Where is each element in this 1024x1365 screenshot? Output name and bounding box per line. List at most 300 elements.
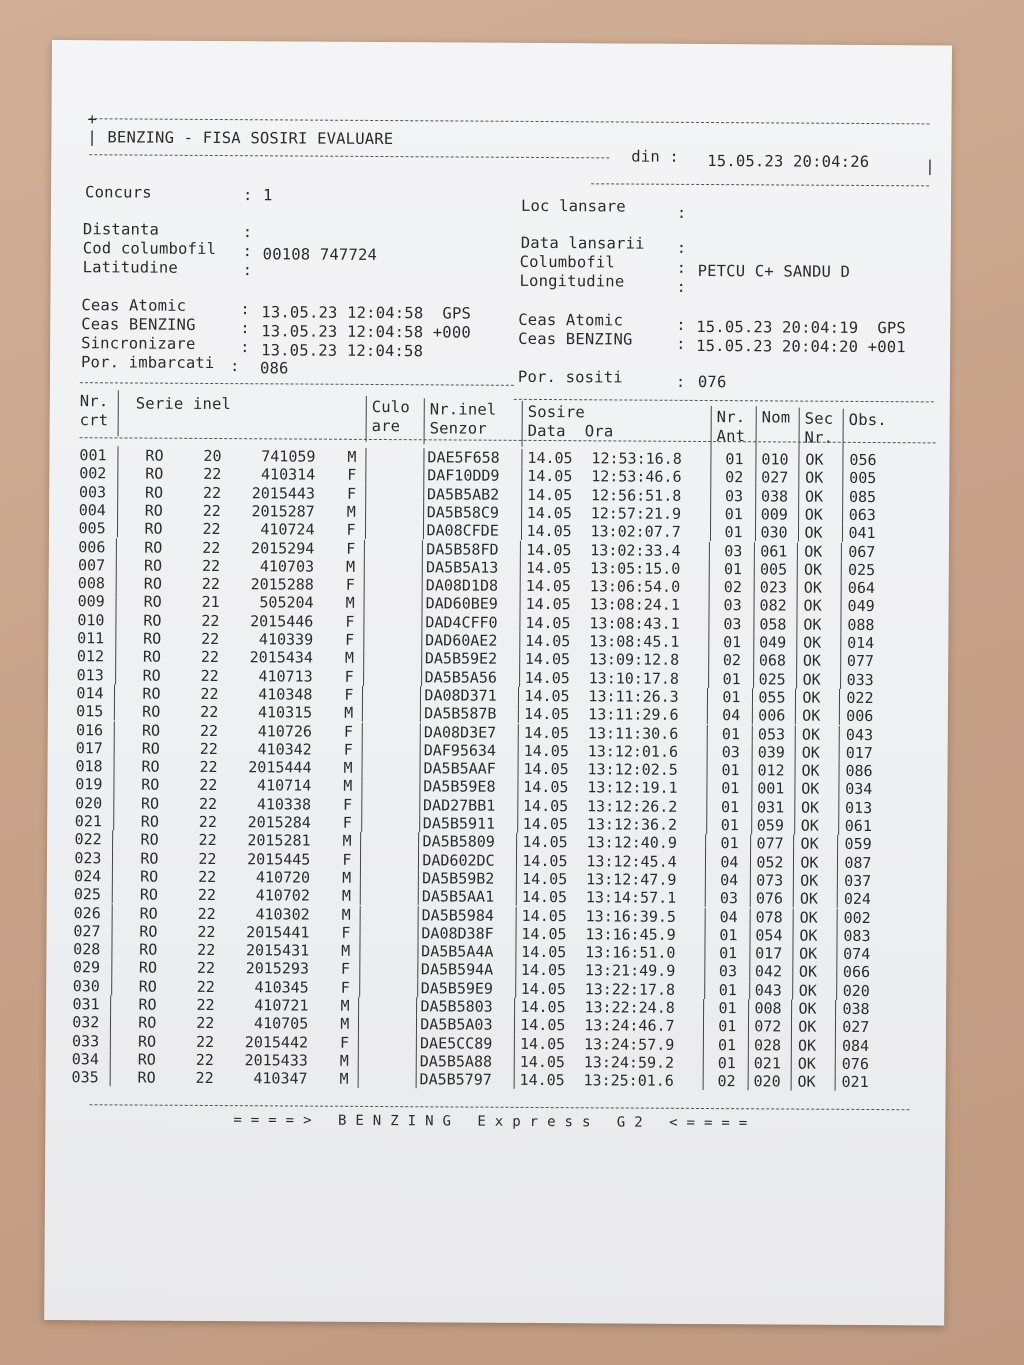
value-por-sositi: 076 (697, 372, 727, 392)
row-country: RO (144, 538, 163, 557)
row-divider (752, 725, 753, 743)
row-sensor-ring: DA5B5A13 (425, 558, 499, 577)
row-divider (708, 670, 709, 688)
row-divider (422, 521, 423, 539)
row-divider (750, 853, 751, 871)
row-divider (703, 1072, 704, 1090)
row-divider (749, 981, 750, 999)
row-arrival-date: 14.05 (525, 576, 572, 596)
row-nom: 038 (760, 486, 789, 506)
col-divider-5 (710, 406, 711, 452)
row-arrival-time: 13:21:49.9 (584, 961, 676, 981)
row-obs: 049 (847, 597, 875, 616)
row-obs: 087 (844, 853, 872, 872)
row-divider (834, 1073, 835, 1091)
row-nom: 020 (753, 1072, 781, 1091)
row-year: 22 (195, 1032, 215, 1051)
row-divider (792, 981, 793, 999)
row-sex: F (346, 539, 356, 558)
din-value: 15.05.23 20:04:26 (707, 152, 870, 171)
row-nom: 005 (759, 560, 788, 579)
row-arrival-time: 13:08:24.1 (589, 595, 680, 615)
row-sec: OK (804, 542, 823, 561)
row-year: 22 (196, 959, 216, 978)
row-ring-number: 410339 (258, 630, 314, 649)
footer-banner: ====> BENZING Express G2 <==== (233, 1112, 757, 1132)
row-divider (705, 889, 706, 907)
row-obs: 013 (844, 798, 873, 817)
row-nom: 008 (754, 999, 782, 1018)
col-culoare-line2: are (371, 416, 401, 436)
row-divider (753, 615, 754, 633)
value-ceas-benzing-right: 15.05.23 20:04:20 +001 (696, 336, 906, 357)
row-divider (359, 924, 360, 942)
row-divider (704, 944, 705, 962)
sep-longitudine: : (676, 277, 687, 296)
row-divider (419, 796, 420, 814)
row-ring-number: 2015293 (245, 959, 310, 978)
row-divider (793, 908, 794, 926)
row-divider (364, 558, 365, 576)
label-columbofil: Columbofil (519, 252, 616, 272)
row-year: 22 (198, 831, 217, 850)
row-divider (835, 1000, 836, 1018)
row-divider (421, 631, 422, 649)
row-divider (521, 449, 522, 467)
row-antenna: 01 (718, 1017, 737, 1036)
row-divider (111, 959, 112, 977)
row-obs: 043 (845, 725, 874, 744)
row-divider (710, 505, 711, 523)
row-ring-number: 410714 (257, 776, 312, 795)
row-arrival-time: 13:09:12.8 (588, 650, 680, 670)
row-obs: 064 (847, 578, 875, 598)
row-obs: 024 (843, 890, 872, 909)
row-country: RO (138, 1013, 157, 1032)
row-nr: 023 (74, 848, 102, 867)
row-divider (796, 670, 797, 688)
col-sec-nr-line1: Sec (804, 409, 834, 428)
row-sensor-ring: DA5B5AAF (423, 759, 496, 778)
row-divider (113, 812, 114, 830)
row-sec: OK (797, 1072, 816, 1091)
row-year: 22 (202, 520, 221, 539)
col-divider-3 (424, 398, 425, 444)
sep-ceas-atomic-left: : (240, 300, 250, 319)
row-country: RO (142, 684, 161, 703)
row-divider (519, 668, 520, 686)
row-nr: 030 (72, 976, 100, 995)
row-sex: M (342, 868, 352, 887)
row-sec: OK (798, 981, 817, 1000)
row-divider (362, 704, 363, 722)
row-divider (360, 869, 361, 887)
label-por-sositi: Por. sositi (517, 367, 623, 387)
row-nr: 013 (76, 665, 104, 684)
row-divider (117, 446, 118, 464)
row-divider (364, 521, 365, 539)
row-divider (749, 926, 750, 944)
row-arrival-time: 13:12:26.2 (586, 796, 678, 816)
row-antenna: 04 (722, 706, 741, 725)
row-obs: 005 (849, 469, 877, 488)
row-divider (755, 469, 756, 487)
row-ring-number: 2015294 (251, 538, 315, 558)
row-divider (416, 1052, 417, 1070)
row-antenna: 02 (723, 578, 742, 597)
row-divider (517, 778, 518, 796)
row-antenna: 03 (719, 889, 738, 908)
row-divider (703, 1017, 704, 1035)
row-divider (837, 853, 838, 871)
row-divider (748, 1018, 749, 1036)
row-sex: F (346, 520, 356, 540)
row-sec: OK (805, 450, 824, 469)
row-antenna: 02 (725, 468, 744, 487)
sep-latitudine: : (242, 261, 253, 280)
row-divider (706, 816, 707, 834)
row-divider (705, 853, 706, 871)
row-divider (361, 796, 362, 814)
row-divider (842, 506, 843, 524)
row-ring-number: 2015433 (244, 1051, 308, 1070)
row-arrival-time: 13:05:15.0 (589, 559, 681, 578)
sep-ceas-atomic-right: : (676, 315, 686, 334)
row-sex: M (342, 832, 352, 851)
row-arrival-date: 14.05 (525, 558, 572, 577)
row-divider (752, 688, 753, 706)
row-divider (797, 524, 798, 542)
row-divider (755, 505, 756, 523)
row-divider (835, 1036, 836, 1054)
row-sec: OK (803, 596, 822, 616)
row-arrival-date: 14.05 (519, 1052, 566, 1072)
row-sensor-ring: DAD4CFF0 (425, 612, 498, 632)
row-arrival-date: 14.05 (519, 1034, 566, 1053)
row-country: RO (141, 757, 160, 776)
row-obs: 022 (846, 688, 874, 707)
row-country: RO (144, 519, 163, 538)
row-sensor-ring: DA5B5803 (420, 997, 493, 1016)
row-arrival-date: 14.05 (527, 448, 573, 468)
sep-ceas-benzing-left: : (240, 319, 250, 338)
row-divider (114, 684, 115, 702)
row-obs: 041 (848, 524, 876, 543)
row-divider (362, 741, 363, 759)
row-sec: OK (803, 560, 823, 579)
row-divider (420, 686, 421, 704)
row-sec: OK (800, 834, 819, 853)
row-year: 20 (203, 446, 222, 466)
row-divider (792, 926, 793, 944)
row-arrival-time: 13:12:47.9 (586, 870, 677, 889)
row-divider (517, 833, 518, 851)
row-obs: 006 (846, 707, 874, 726)
row-nr: 016 (75, 720, 104, 739)
row-divider (514, 1034, 515, 1052)
row-nom: 076 (755, 889, 784, 908)
row-divider (836, 981, 837, 999)
row-divider (705, 908, 706, 926)
row-nr: 004 (78, 501, 106, 520)
row-country: RO (140, 849, 159, 868)
row-sex: F (347, 466, 357, 485)
row-ring-number: 2015287 (251, 502, 315, 521)
row-obs: 066 (842, 963, 871, 982)
row-obs: 067 (848, 542, 876, 561)
row-divider (423, 467, 424, 485)
row-divider (707, 688, 708, 706)
row-antenna: 01 (725, 450, 744, 469)
row-sensor-ring: DA5B5AB2 (426, 484, 500, 504)
row-divider (751, 761, 752, 779)
row-arrival-date: 14.05 (526, 540, 572, 559)
row-divider (797, 597, 798, 615)
row-sec: OK (805, 468, 824, 488)
row-country: RO (137, 1050, 156, 1069)
row-divider (416, 997, 417, 1015)
row-sex: M (347, 447, 357, 466)
row-divider (835, 1018, 836, 1036)
row-divider (113, 794, 114, 812)
value-cod-columbofil: 00108 747724 (262, 245, 378, 264)
row-divider (364, 576, 365, 594)
row-divider (707, 725, 708, 743)
row-divider (796, 615, 797, 633)
row-arrival-date: 14.05 (524, 650, 571, 669)
row-divider (112, 849, 113, 867)
row-divider (751, 780, 752, 798)
row-nom: 042 (754, 962, 783, 981)
row-divider (793, 853, 794, 871)
row-nr: 034 (71, 1050, 99, 1069)
row-sensor-ring: DA5B5809 (422, 832, 495, 852)
row-divider (359, 942, 360, 960)
row-divider (423, 448, 424, 466)
row-divider (841, 542, 842, 560)
sep-sincronizare: : (240, 338, 250, 357)
row-nr: 029 (72, 958, 101, 977)
row-divider (837, 890, 838, 908)
row-arrival-time: 13:11:30.6 (587, 723, 679, 743)
row-year: 22 (199, 739, 218, 758)
row-nom: 078 (755, 907, 783, 926)
row-divider (360, 850, 361, 868)
row-obs: 033 (846, 670, 874, 689)
row-ring-number: 410338 (256, 794, 312, 814)
din-label: din : (631, 147, 680, 166)
row-obs: 063 (848, 505, 876, 524)
row-country: RO (142, 666, 161, 685)
row-divider (791, 1018, 792, 1036)
row-sensor-ring: DA5B5984 (421, 905, 494, 925)
row-divider (840, 670, 841, 688)
row-divider (117, 501, 118, 519)
header-mid-rule (89, 154, 609, 158)
row-sex: M (339, 1051, 349, 1070)
row-divider (359, 979, 360, 997)
row-divider (423, 503, 424, 521)
row-divider (517, 760, 518, 778)
row-divider (516, 851, 517, 869)
row-divider (363, 631, 364, 649)
row-arrival-date: 14.05 (522, 796, 569, 815)
row-arrival-date: 14.05 (523, 759, 569, 779)
row-sensor-ring: DAE5F658 (427, 448, 500, 467)
row-nr: 020 (75, 793, 103, 813)
row-obs: 056 (849, 450, 877, 470)
row-ring-number: 2015434 (249, 648, 313, 667)
row-sensor-ring: DA5B5911 (422, 814, 496, 833)
row-antenna: 01 (724, 505, 743, 524)
row-sec: OK (799, 908, 818, 927)
row-divider (363, 668, 364, 686)
row-arrival-date: 14.05 (521, 924, 567, 943)
row-divider (792, 945, 793, 963)
row-sex: M (344, 649, 354, 668)
row-divider (710, 450, 711, 468)
row-divider (840, 652, 841, 670)
row-antenna: 01 (723, 559, 743, 579)
row-sex: F (342, 795, 353, 814)
row-year: 22 (195, 1050, 214, 1069)
row-divider (753, 670, 754, 688)
row-ring-number: 410703 (259, 557, 315, 576)
col-obs: Obs. (848, 410, 887, 430)
row-nr: 001 (79, 446, 107, 465)
row-arrival-time: 13:08:43.1 (589, 613, 680, 633)
row-country: RO (138, 995, 157, 1014)
row-divider (706, 834, 707, 852)
row-divider (521, 485, 522, 503)
row-divider (520, 540, 521, 558)
row-country: RO (141, 721, 161, 740)
row-divider (116, 556, 117, 574)
row-antenna: 03 (721, 742, 740, 762)
row-divider (705, 871, 706, 889)
row-sex: M (341, 905, 351, 924)
row-divider (748, 1036, 749, 1054)
row-sex: M (340, 996, 350, 1015)
table-top-rule-right (514, 399, 934, 403)
row-year: 22 (197, 922, 216, 941)
row-sensor-ring: DA5B587B (424, 704, 497, 723)
row-divider (416, 1034, 417, 1052)
row-divider (422, 595, 423, 613)
row-sex: F (341, 923, 351, 942)
row-ring-number: 410314 (260, 465, 316, 484)
row-country: RO (140, 830, 159, 849)
row-sec: OK (797, 1036, 817, 1055)
row-divider (798, 451, 799, 469)
row-nr: 026 (73, 903, 101, 922)
row-nr: 035 (71, 1068, 99, 1087)
row-divider (421, 668, 422, 686)
row-divider (521, 504, 522, 522)
row-divider (417, 979, 418, 997)
table-top-rule-left (80, 382, 514, 386)
row-sec: OK (798, 962, 818, 982)
row-arrival-time: 13:14:57.1 (585, 888, 677, 908)
row-year: 22 (202, 538, 221, 557)
row-obs: 086 (845, 761, 873, 781)
row-nom: 017 (755, 944, 783, 963)
row-arrival-time: 13:24:57.9 (583, 1034, 675, 1054)
row-ring-number: 410724 (260, 520, 315, 539)
row-year: 22 (197, 886, 217, 905)
row-antenna: 03 (724, 541, 743, 560)
row-nr: 011 (77, 629, 105, 648)
row-antenna: 03 (723, 614, 742, 633)
row-country: RO (137, 1068, 156, 1087)
row-year: 22 (202, 556, 221, 575)
row-divider (515, 943, 516, 961)
row-country: RO (145, 464, 164, 483)
printed-sheet (44, 40, 952, 1325)
row-sex: F (342, 850, 352, 869)
row-divider (753, 633, 754, 651)
label-concurs: Concurs (85, 183, 152, 202)
row-arrival-time: 13:16:39.5 (585, 906, 677, 926)
row-sensor-ring: DA08D371 (424, 686, 497, 705)
row-sensor-ring: DA5B59B2 (422, 869, 495, 888)
row-sec: OK (804, 505, 823, 524)
row-arrival-time: 13:10:17.8 (588, 668, 680, 688)
row-sec: OK (799, 926, 818, 945)
row-year: 22 (198, 867, 217, 886)
row-sec: OK (800, 798, 820, 817)
row-divider (755, 487, 756, 505)
row-divider (516, 870, 517, 888)
row-sec: OK (797, 1054, 816, 1073)
row-divider (116, 593, 117, 611)
row-nr: 025 (73, 885, 102, 904)
row-sec: OK (801, 725, 821, 744)
row-year: 22 (199, 794, 218, 813)
row-nr: 018 (75, 757, 103, 776)
row-divider (798, 505, 799, 523)
row-divider (116, 538, 117, 556)
row-divider (114, 739, 115, 757)
row-divider (796, 634, 797, 652)
row-nr: 005 (78, 519, 106, 538)
row-arrival-time: 13:06:54.0 (589, 577, 681, 596)
row-sensor-ring: DAE5CC89 (419, 1033, 493, 1053)
row-divider (361, 759, 362, 777)
row-arrival-time: 13:12:45.4 (586, 851, 677, 871)
row-divider (709, 596, 710, 614)
row-divider (706, 761, 707, 779)
row-ring-number: 410345 (254, 977, 309, 997)
row-divider (841, 579, 842, 597)
row-divider (358, 997, 359, 1015)
row-nom: 059 (756, 816, 784, 835)
row-nr: 014 (76, 684, 104, 703)
row-year: 21 (201, 593, 220, 612)
row-divider (113, 757, 114, 775)
row-antenna: 01 (719, 925, 738, 945)
row-divider (796, 652, 797, 670)
label-ceas-benzing-right: Ceas BENZING (518, 329, 633, 349)
row-divider (750, 871, 751, 889)
row-ring-number: 2015444 (248, 758, 312, 777)
row-sex: F (346, 484, 357, 503)
row-nom: 082 (759, 596, 787, 615)
row-divider (420, 723, 421, 741)
row-divider (794, 780, 795, 798)
row-arrival-date: 14.05 (524, 668, 570, 687)
row-sec: OK (802, 706, 821, 725)
